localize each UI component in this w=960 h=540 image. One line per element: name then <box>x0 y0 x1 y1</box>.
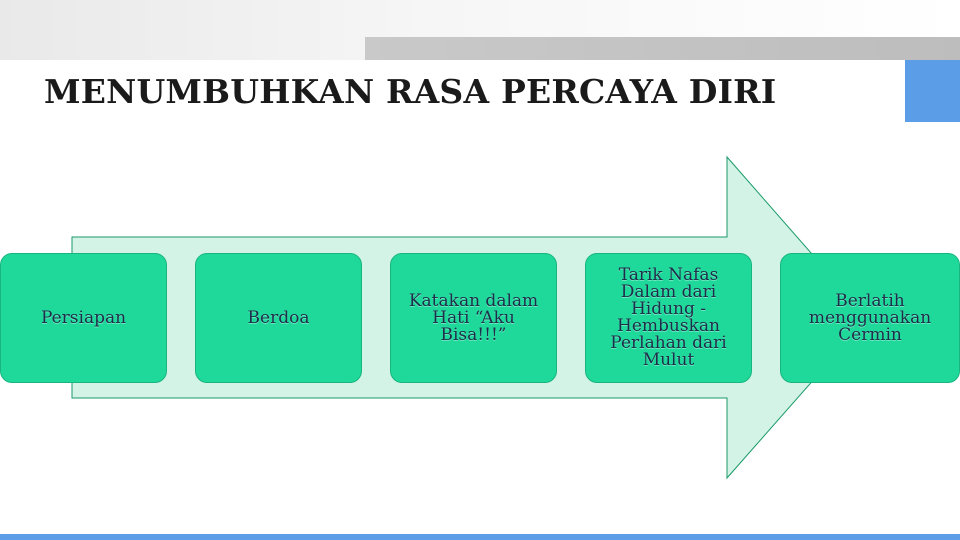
step-label-5: Berlatih menggunakan Cermin <box>808 290 932 345</box>
step-box-2 <box>195 253 362 383</box>
step-box-1 <box>0 253 167 383</box>
step-box-3 <box>390 253 557 383</box>
step-label-3: Katakan dalam Hati “Aku Bisa!!!” <box>408 290 539 345</box>
step-label-2: Berdoa <box>247 307 310 328</box>
step-label-1: Persiapan <box>40 307 127 328</box>
footer-line <box>0 534 960 540</box>
step-label-4: Tarik Nafas Dalam dari Hidung - Hembuskan Perlahan dari Mulut <box>610 265 727 370</box>
step-box-4 <box>585 253 752 383</box>
slide-title: MENUMBUHKAN RASA PERCAYA DIRI <box>44 71 777 111</box>
step-box-5 <box>780 253 960 383</box>
